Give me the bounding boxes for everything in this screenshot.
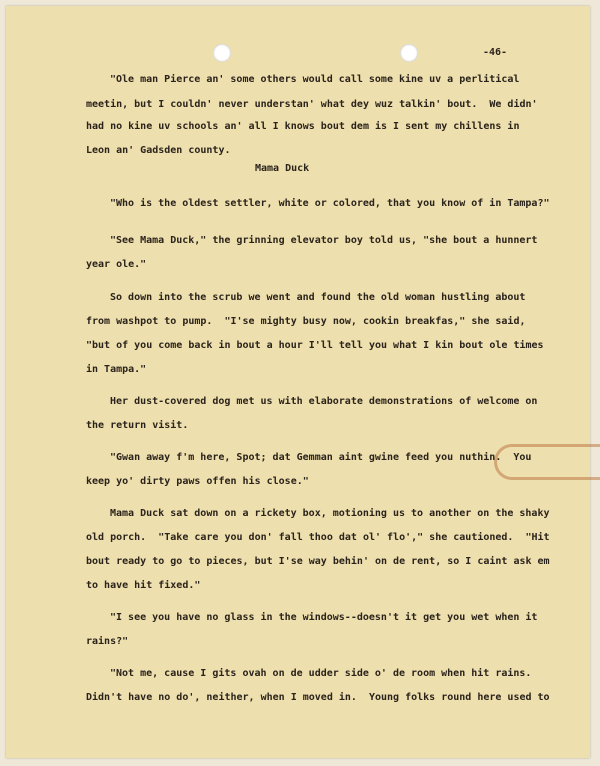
text-line: Leon an' Gadsden county.: [86, 145, 231, 156]
text-line: Didn't have no do', neither, when I moved in. Young folks round here used to: [86, 692, 550, 703]
text-line: year ole.": [86, 259, 147, 270]
page-number: -46-: [483, 47, 508, 58]
section-heading: Mama Duck: [255, 163, 310, 174]
text-line: had no kine uv schools an' all I knows bout dem is I sent my chillens in: [86, 121, 520, 132]
text-line: Mama Duck sat down on a rickety box, motioning us to another on the shaky: [110, 508, 550, 519]
text-line: the return visit.: [86, 420, 189, 431]
text-line: Her dust-covered dog met us with elaborate demonstrations of welcome on: [110, 396, 538, 407]
text-line: meetin, but I couldn' never understan' what dey wuz talkin' bout. We didn': [86, 99, 538, 110]
text-line: "Not me, cause I gits ovah on de udder side o' de room when hit rains.: [110, 668, 532, 679]
text-line: rains?": [86, 636, 129, 647]
text-line: "Gwan away f'm here, Spot; dat Gemman aint gwine feed you nuthin. You: [110, 452, 532, 463]
text-line: "See Mama Duck," the grinning elevator boy told us, "she bout a hunnert: [110, 235, 538, 246]
text-line: "but of you come back in bout a hour I'll tell you what I kin bout ole times: [86, 340, 544, 351]
text-line: "I see you have no glass in the windows--doesn't it get you wet when it: [110, 612, 538, 623]
text-line: to have hit fixed.": [86, 580, 201, 591]
text-line: from washpot to pump. "I'se mighty busy now, cookin breakfas," she said,: [86, 316, 526, 327]
text-line: So down into the scrub we went and found the old woman hustling about: [110, 292, 526, 303]
text-line: keep yo' dirty paws offen his close.": [86, 476, 309, 487]
text-line: in Tampa.": [86, 364, 147, 375]
text-line: bout ready to go to pieces, but I'se way behin' on de rent, so I caint ask em: [86, 556, 550, 567]
text-line: "Ole man Pierce an' some others would call some kine uv a perlitical: [110, 74, 520, 85]
text-line: old porch. "Take care you don' fall thoo dat ol' flo'," she cautioned. "Hit: [86, 532, 550, 543]
text-line: "Who is the oldest settler, white or colored, that you know of in Tampa?": [110, 198, 550, 209]
